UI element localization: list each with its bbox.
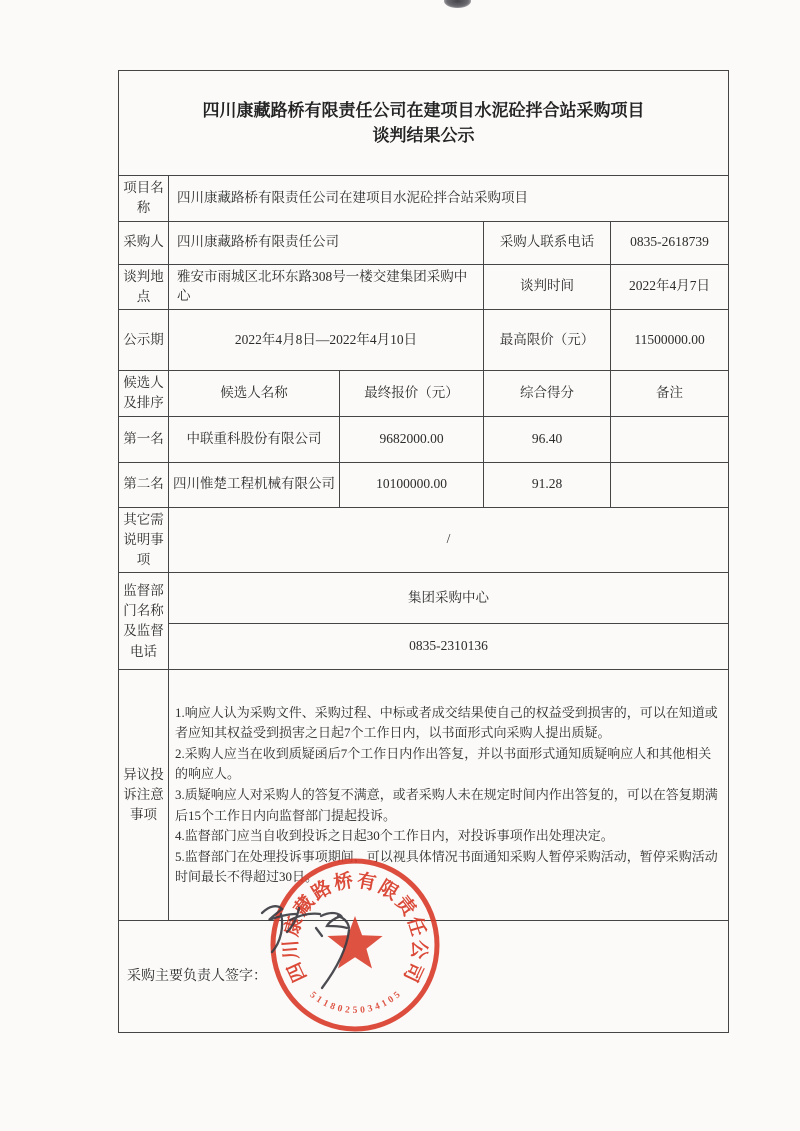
- candidates-header-row: [119, 371, 729, 417]
- objection-item: 2.采购人应当在收到质疑函后7个工作日内作出答复，并以书面形式通知质疑响应人和其他相关的响应人。: [175, 745, 712, 782]
- svg-text:5: 5: [307, 990, 318, 1001]
- svg-text:5: 5: [352, 1006, 358, 1016]
- other-notes-value: /: [169, 507, 729, 573]
- project-name-value: 四川康藏路桥有限责任公司在建项目水泥砼拌合站采购项目: [169, 176, 729, 222]
- candidate-score: 91.28: [484, 462, 611, 507]
- svg-text:藏: 藏: [290, 892, 319, 921]
- negotiation-place-row: [119, 264, 729, 310]
- document-title-cell: [119, 71, 729, 176]
- scan-artifact: [444, 0, 471, 8]
- candidate-score: 96.40: [484, 416, 611, 462]
- objection-row: [119, 670, 729, 921]
- svg-text:0: 0: [386, 994, 396, 1006]
- svg-text:任: 任: [402, 914, 429, 939]
- svg-text:路: 路: [308, 876, 336, 905]
- supervision-phone-row: [119, 624, 729, 670]
- candidate-rank: 第一名: [119, 416, 169, 462]
- objection-item: 1.响应人认为采购文件、采购过程、中标或者成交结果使自己的权益受到损害的，可以在知道或者应知其权益受到损害之日起7个工作日内，以书面形式向采购人提出质疑。: [175, 704, 718, 741]
- svg-text:四: 四: [283, 958, 311, 985]
- candidate-name: 中联重科股份有限公司: [169, 416, 340, 462]
- candidate-price: 10100000.00: [340, 462, 484, 507]
- candidate-rank: 第二名: [119, 462, 169, 507]
- svg-text:0: 0: [336, 1003, 344, 1015]
- supervision-row: [119, 573, 729, 624]
- svg-text:有: 有: [355, 870, 378, 895]
- svg-text:司: 司: [399, 958, 427, 985]
- candidate-row: [119, 462, 729, 507]
- other-notes-label: 其它需说明事项: [119, 507, 169, 573]
- purchaser-phone-label: 采购人联系电话: [484, 221, 611, 264]
- svg-text:5: 5: [392, 990, 403, 1001]
- project-name-label: 项目名称: [119, 176, 169, 222]
- max-price-label: 最高限价（元）: [484, 310, 611, 371]
- publicity-period-row: [119, 310, 729, 371]
- purchaser-label: 采购人: [119, 221, 169, 264]
- max-price-value: 11500000.00: [611, 310, 729, 371]
- publicity-period-label: 公示期: [119, 310, 169, 371]
- candidates-name-header: 候选人名称: [169, 371, 340, 417]
- candidates-score-header: 综合得分: [484, 371, 611, 417]
- candidates-rank-header: 候选人及排序: [119, 371, 169, 417]
- document-title-line1: 四川康藏路桥有限责任公司在建项目水泥砼拌合站采购项目: [202, 101, 645, 120]
- purchaser-value: 四川康藏路桥有限责任公司: [169, 221, 484, 264]
- candidate-price: 9682000.00: [340, 416, 484, 462]
- objection-item: 3.质疑响应人对采购人的答复不满意，或者采购人未在规定时间内作出答复的，可以在答复期满后15个工作日内向监督部门提起投诉。: [175, 786, 718, 823]
- negotiation-place-value: 雅安市雨城区北环东路308号一楼交建集团采购中心: [169, 264, 484, 310]
- negotiation-time-label: 谈判时间: [484, 264, 611, 310]
- objection-item: 5.监督部门在处理投诉事项期间，可以视具体情况书面通知采购人暂停采购活动，暂停采购活动时间最长不得超过30日。: [175, 848, 718, 885]
- purchaser-phone-value: 0835-2618739: [611, 221, 729, 264]
- svg-text:责: 责: [391, 892, 420, 921]
- candidate-remark: [611, 462, 729, 507]
- document-title-line2: 谈判结果公示: [372, 126, 475, 145]
- supervision-phone: 0835-2310136: [169, 624, 729, 670]
- svg-text:1: 1: [380, 998, 389, 1010]
- objection-content: [169, 670, 729, 921]
- candidate-name: 四川惟楚工程机械有限公司: [169, 462, 340, 507]
- svg-text:4: 4: [373, 1001, 382, 1013]
- svg-text:0: 0: [359, 1005, 366, 1016]
- svg-text:8: 8: [328, 1001, 337, 1013]
- announcement-table-main: [118, 70, 729, 1033]
- other-notes-row: [119, 507, 729, 573]
- signature-cell: [119, 921, 729, 1033]
- svg-text:1: 1: [321, 998, 330, 1010]
- publicity-period-value: 2022年4月8日—2022年4月10日: [169, 310, 484, 371]
- svg-text:桥: 桥: [332, 870, 355, 895]
- svg-text:2: 2: [344, 1005, 351, 1016]
- signature-label: 采购主要负责人签字：: [127, 968, 267, 984]
- supervision-department: 集团采购中心: [169, 573, 729, 624]
- negotiation-place-label: 谈判地点: [119, 264, 169, 310]
- candidates-price-header: 最终报价（元）: [340, 371, 484, 417]
- negotiation-time-value: 2022年4月7日: [611, 264, 729, 310]
- signature-row: [119, 921, 729, 1033]
- objection-label: 异议投诉注意事项: [119, 670, 169, 921]
- candidates-remark-header: 备注: [611, 371, 729, 417]
- svg-text:川: 川: [280, 939, 303, 960]
- svg-text:公: 公: [407, 939, 430, 960]
- svg-text:限: 限: [374, 876, 402, 905]
- svg-text:1: 1: [314, 994, 324, 1006]
- svg-text:康: 康: [281, 914, 308, 939]
- project-name-row: [119, 176, 729, 222]
- objection-item: 4.监督部门应当自收到投诉之日起30个工作日内，对投诉事项作出处理决定。: [175, 828, 614, 844]
- candidate-row: [119, 416, 729, 462]
- purchaser-row: [119, 221, 729, 264]
- svg-text:3: 3: [366, 1003, 374, 1015]
- supervision-label: 监督部门名称及监督电话: [119, 573, 169, 670]
- candidate-remark: [611, 416, 729, 462]
